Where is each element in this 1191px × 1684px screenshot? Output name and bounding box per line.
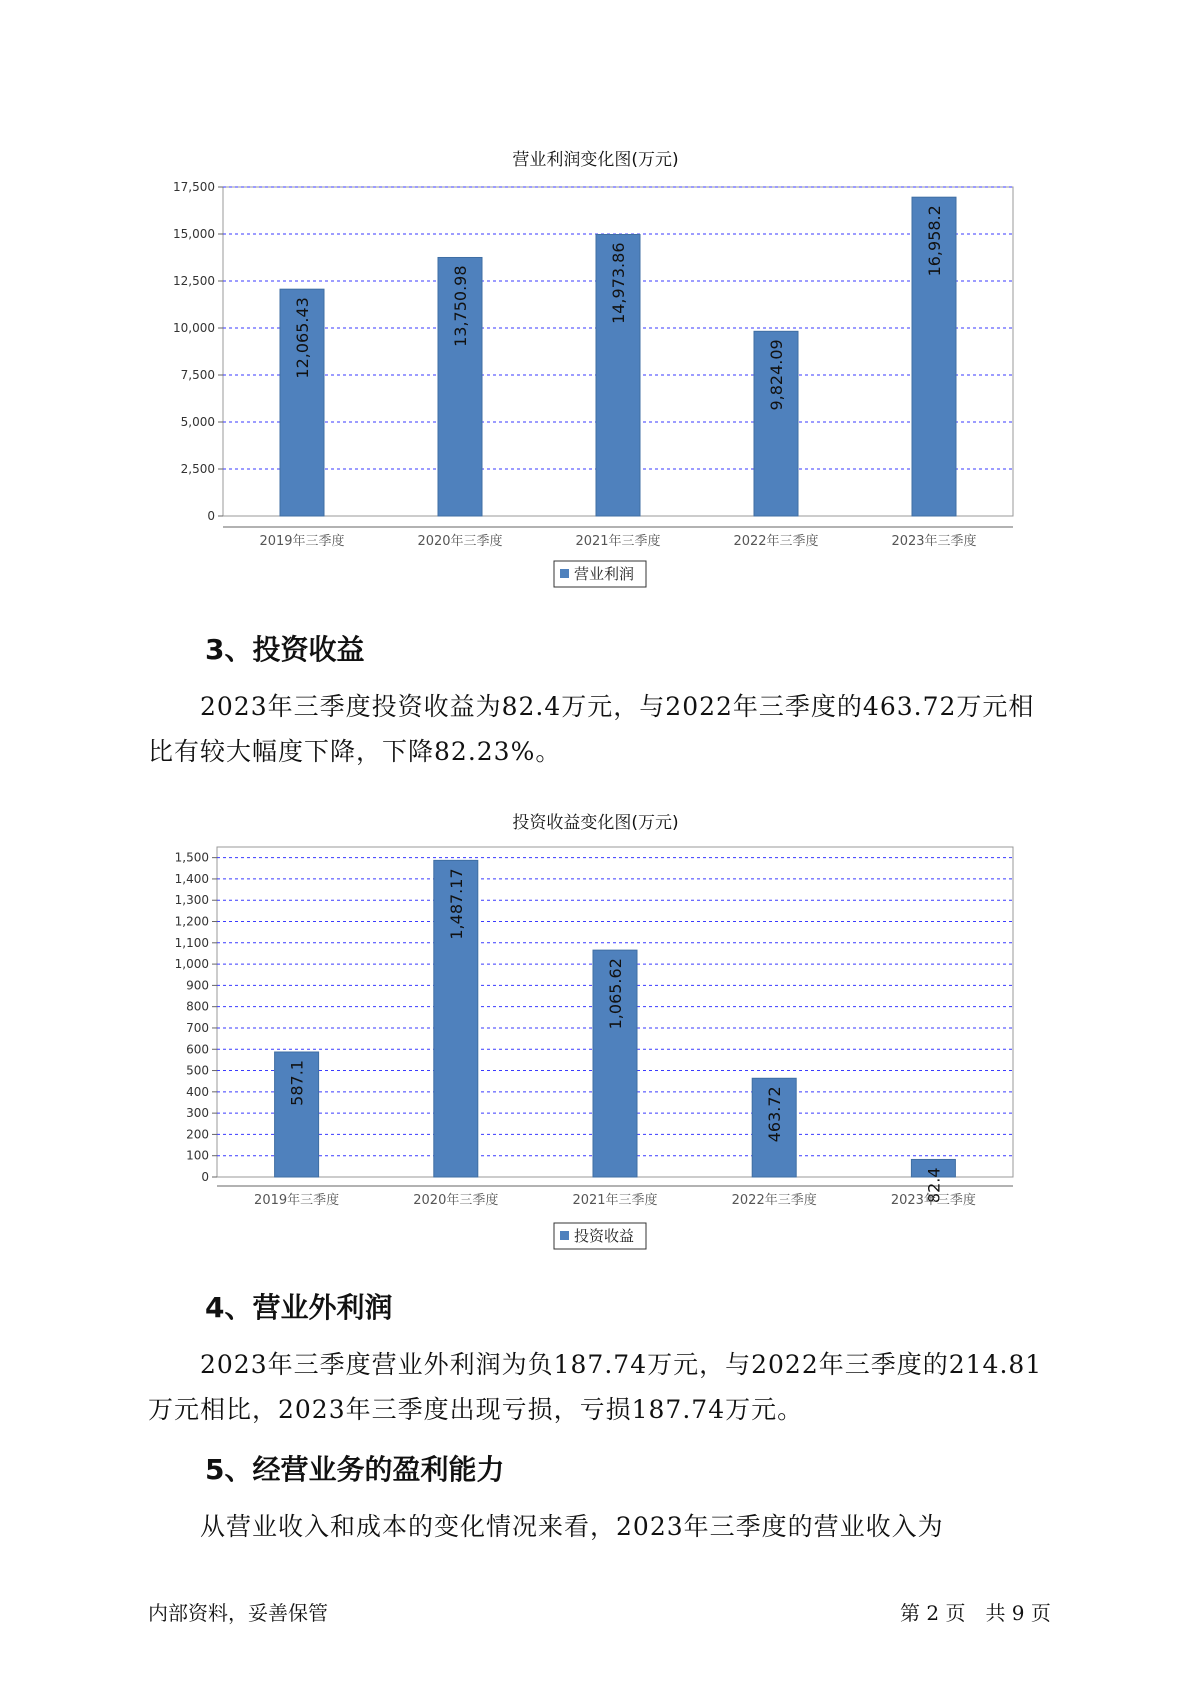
data-label: 12,065.43	[293, 297, 312, 379]
legend-label: 营业利润	[574, 565, 635, 583]
footer-left: 内部资料，妥善保管	[148, 1601, 328, 1625]
y-tick-label: 800	[186, 999, 209, 1014]
y-tick-label: 0	[201, 1170, 209, 1184]
x-tick-label: 2022年三季度	[733, 534, 819, 549]
y-tick-label: 300	[186, 1106, 209, 1121]
data-label: 9,824.09	[767, 339, 786, 411]
section4-paragraph: 2023年三季度营业外利润为负187.74万元，与2022年三季度的214.81万元相比，2023年三季度出现亏损，亏损187.74万元。	[148, 1350, 1043, 1424]
chart1-title: 营业利润变化图(万元)	[512, 150, 679, 170]
y-tick-label: 2,500	[180, 462, 215, 476]
legend-swatch	[560, 1231, 569, 1240]
x-tick-label: 2019年三季度	[259, 534, 345, 549]
y-tick-label: 200	[186, 1127, 209, 1142]
y-tick-label: 400	[186, 1084, 209, 1099]
y-tick-label: 900	[186, 978, 209, 993]
footer-page-number: 第 2 页 共 9 页	[900, 1601, 1051, 1625]
y-tick-label: 1,200	[174, 914, 209, 929]
y-tick-label: 1,100	[174, 935, 209, 950]
y-tick-label: 1,400	[174, 871, 209, 886]
section5-heading: 5、经营业务的盈利能力	[205, 1453, 505, 1486]
x-tick-label: 2019年三季度	[254, 1193, 340, 1208]
x-tick-label: 2023年三季度	[891, 534, 977, 549]
y-tick-label: 10,000	[173, 321, 215, 335]
legend-label: 投资收益	[574, 1227, 635, 1245]
y-tick-label: 1,300	[174, 893, 209, 908]
data-label: 587.1	[287, 1060, 307, 1106]
y-tick-label: 5,000	[180, 415, 215, 429]
x-tick-label: 2022年三季度	[731, 1193, 817, 1208]
data-label: 463.72	[765, 1086, 785, 1143]
data-label: 82.4	[924, 1167, 944, 1204]
y-tick-label: 17,500	[173, 180, 215, 194]
y-tick-label: 1,500	[174, 850, 209, 865]
section3-paragraph: 2023年三季度投资收益为82.4万元，与2022年三季度的463.72万元相比有较大幅度下降，下降82.23%。	[148, 692, 1035, 766]
y-tick-label: 100	[186, 1148, 209, 1163]
data-label: 16,958.2	[925, 205, 944, 277]
section4-heading: 4、营业外利润	[205, 1291, 393, 1324]
data-label: 13,750.98	[451, 265, 470, 347]
data-label: 14,973.86	[609, 242, 628, 324]
y-tick-label: 0	[207, 509, 215, 523]
y-tick-label: 600	[186, 1042, 209, 1057]
data-label: 1,065.62	[606, 958, 625, 1030]
section3-heading: 3、投资收益	[205, 633, 365, 666]
y-tick-label: 1,000	[174, 957, 209, 972]
y-tick-label: 500	[186, 1063, 209, 1078]
y-tick-label: 700	[186, 1020, 209, 1035]
x-tick-label: 2020年三季度	[413, 1193, 499, 1208]
chart2-title: 投资收益变化图(万元)	[512, 813, 679, 833]
y-tick-label: 15,000	[173, 227, 215, 241]
x-tick-label: 2021年三季度	[575, 534, 661, 549]
x-tick-label: 2023年三季度	[890, 1193, 976, 1208]
x-tick-label: 2021年三季度	[572, 1193, 658, 1208]
section5-paragraph: 从营业收入和成本的变化情况来看，2023年三季度的营业收入为	[200, 1512, 944, 1541]
x-tick-label: 2020年三季度	[417, 534, 503, 549]
y-tick-label: 12,500	[173, 274, 215, 288]
data-label: 1,487.17	[446, 868, 466, 940]
y-tick-label: 7,500	[180, 368, 215, 382]
